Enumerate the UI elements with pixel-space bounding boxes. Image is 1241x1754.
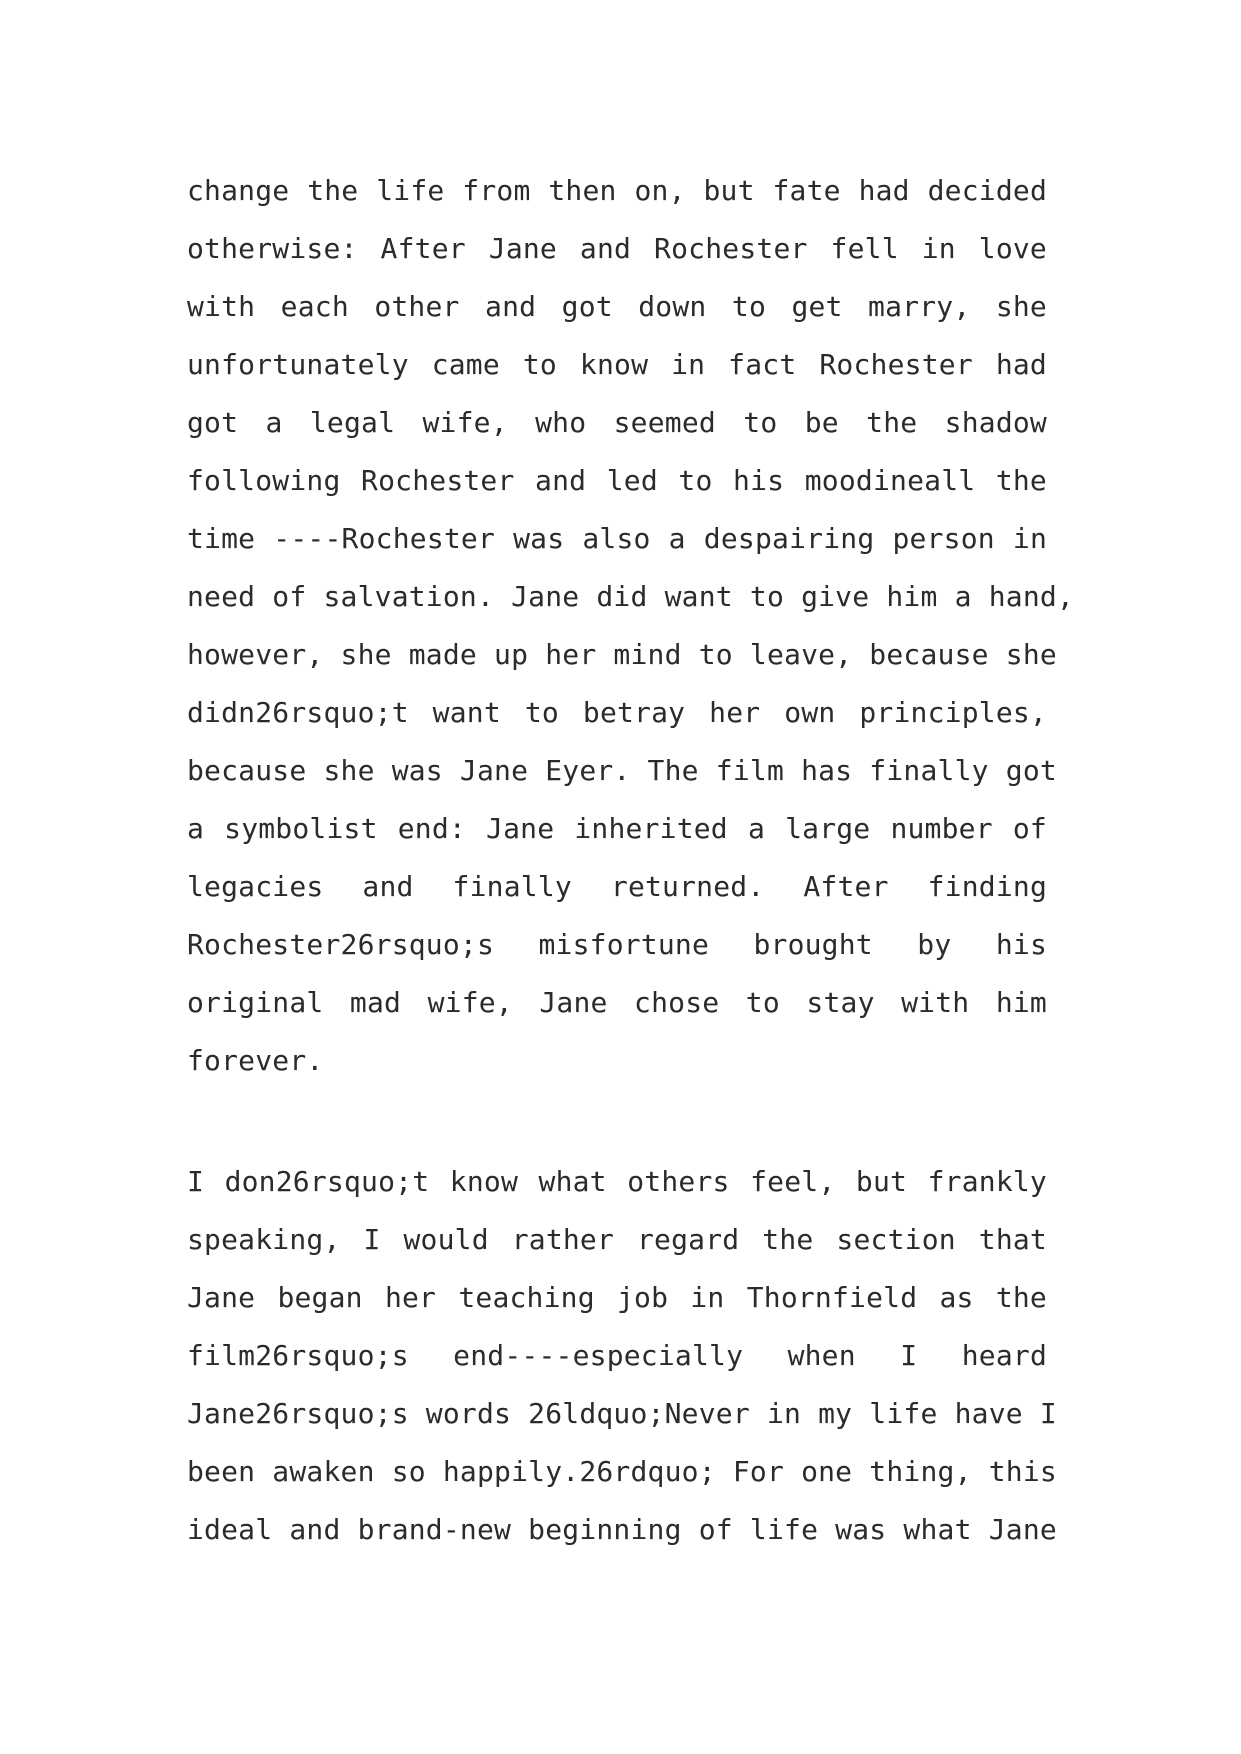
text-line: I don26rsquo;t know what others feel, but frankly (187, 1165, 1047, 1198)
text-line: film26rsquo;s end----especially when I heard (187, 1339, 1047, 1372)
text-line: legacies and finally returned. After finding (187, 870, 1047, 903)
text-line: Rochester26rsquo;s misfortune brought by his (187, 928, 1047, 961)
text-line: because she was Jane Eyer. The film has finally got (187, 754, 1057, 787)
text-line: unfortunately came to know in fact Rochester had (187, 348, 1047, 381)
text-line: time ----Rochester was also a despairing person in (187, 522, 1047, 555)
text-line: however, she made up her mind to leave, because she (187, 638, 1057, 671)
text-line: speaking, I would rather regard the section that (187, 1223, 1047, 1256)
text-line: otherwise: After Jane and Rochester fell in love (187, 232, 1047, 265)
text-line: been awaken so happily.26rdquo; For one thing, this (187, 1455, 1057, 1488)
text-line: Jane began her teaching job in Thornfield as the (187, 1281, 1047, 1314)
text-line: a symbolist end: Jane inherited a large number of (187, 812, 1047, 845)
text-line: need of salvation. Jane did want to give him a hand, (187, 580, 1074, 613)
text-line: got a legal wife, who seemed to be the shadow (187, 406, 1047, 439)
text-line: change the life from then on, but fate had decided (187, 174, 1047, 207)
paragraph-2 (187, 1153, 1057, 1559)
text-line: original mad wife, Jane chose to stay with him (187, 986, 1047, 1019)
text-line: with each other and got down to get marry, she (187, 290, 1047, 323)
text-line: ideal and brand-new beginning of life was what Jane (187, 1513, 1057, 1546)
text-line: forever. (187, 1044, 324, 1077)
text-line: following Rochester and led to his moodineall the (187, 464, 1047, 497)
text-line: didn26rsquo;t want to betray her own principles, (187, 696, 1047, 729)
paragraph-1 (187, 162, 1074, 1090)
text-line: Jane26rsquo;s words 26ldquo;Never in my life have I (187, 1397, 1057, 1430)
